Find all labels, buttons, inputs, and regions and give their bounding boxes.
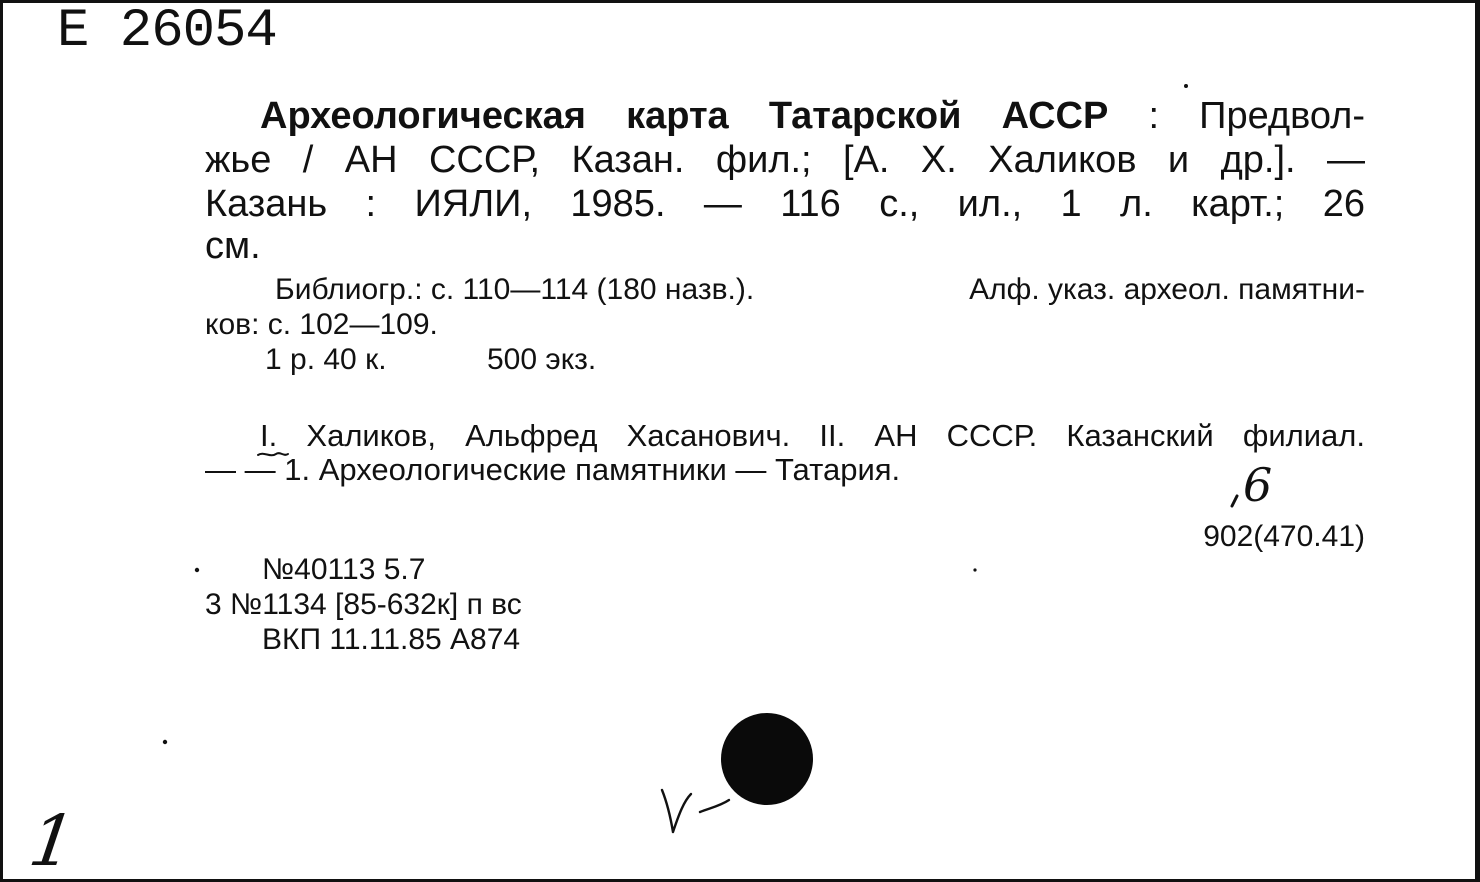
- title: Археологическая карта Татарской АССР: [260, 95, 1109, 137]
- registry-stamp: ВКП 11.11.85 А874: [262, 623, 521, 656]
- stray-dot: [163, 740, 167, 744]
- classification-code: 902(470.41): [1203, 520, 1365, 553]
- handwritten-card-number: 1: [24, 800, 81, 882]
- bibliography-note: Библиогр.: с. 110—114 (180 назв.).: [275, 273, 755, 306]
- pencil-scribble: [662, 790, 729, 832]
- order-number: №40113 5.7: [262, 553, 426, 586]
- handwritten-class-suffix: 6: [1243, 458, 1273, 512]
- description-line-2: жье / АН СССР, Казан. фил.; [А. Х. Халиков и др.]. —: [205, 139, 1365, 181]
- title-line-1: [260, 94, 1365, 138]
- price: 1 р. 40 к.: [265, 343, 387, 376]
- stray-dot: [195, 568, 199, 572]
- index-note-start: Алф. указ. археол. памятни-: [969, 273, 1365, 306]
- punch-hole: [721, 713, 813, 805]
- tracings-line-2: — — 1. Археологические памятники — Татария.: [205, 452, 901, 487]
- title-continuation: : Предвол-: [1148, 95, 1365, 137]
- stray-dot: [1184, 84, 1188, 88]
- description-line-4: см.: [205, 225, 261, 267]
- print-run: 500 экз.: [487, 343, 597, 376]
- index-note-end: ков: с. 102—109.: [205, 308, 438, 341]
- comma-tick: [1232, 496, 1237, 506]
- record-number: 3 №1134 [85-632к] п вс: [205, 588, 522, 621]
- call-number: Е 26054: [57, 1, 277, 62]
- tracings-line-1: I. Халиков, Альфред Хасанович. II. АН СССР. Казанский филиал.: [260, 418, 1365, 453]
- stray-dot: [973, 568, 976, 571]
- description-line-3: Казань : ИЯЛИ, 1985. — 116 с., ил., 1 л. карт.; 26: [205, 183, 1365, 225]
